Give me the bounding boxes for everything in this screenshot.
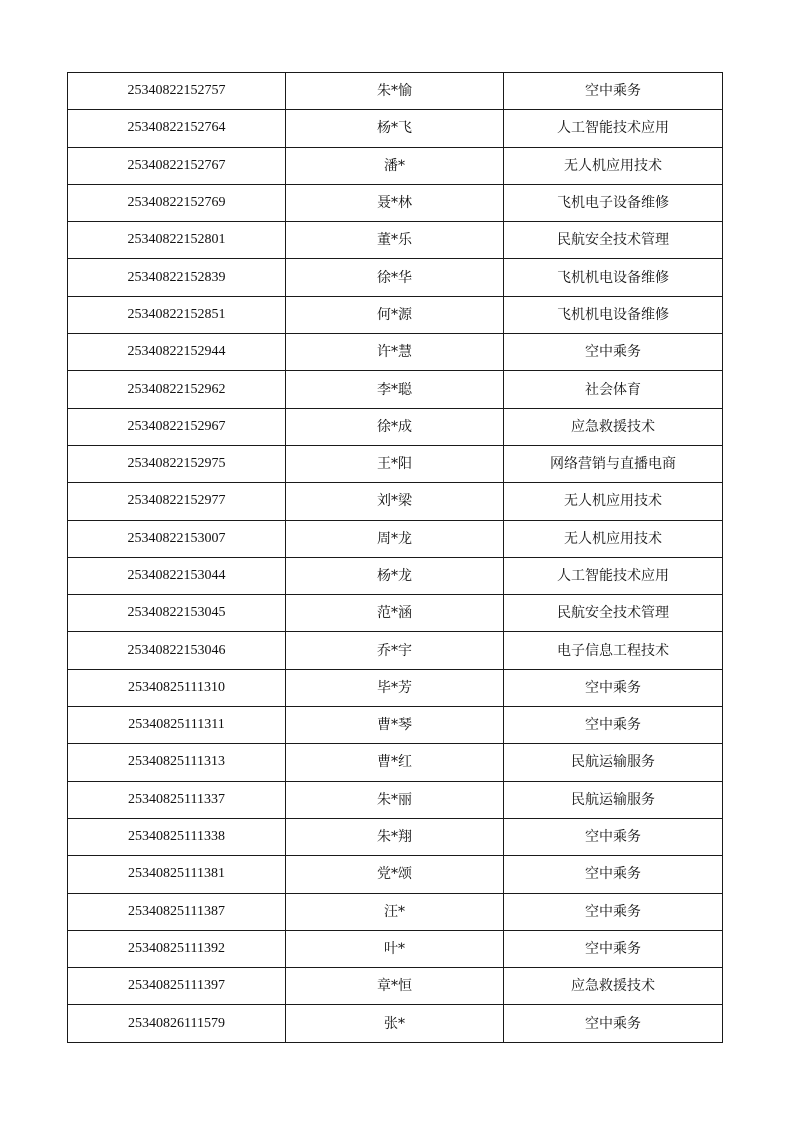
major-cell: 空中乘务 [504,669,723,706]
candidate-number-cell: 25340825111310 [68,669,286,706]
table-row [68,744,723,781]
candidate-number-cell: 25340822152977 [68,483,286,520]
candidate-number-cell: 25340822152839 [68,259,286,296]
student-name-cell: 毕*芳 [286,669,504,706]
major-cell: 空中乘务 [504,856,723,893]
candidate-number-cell: 25340825111311 [68,707,286,744]
admission-roster-table [67,72,723,1043]
table-row [68,408,723,445]
student-name-cell: 党*颂 [286,856,504,893]
table-row [68,893,723,930]
major-cell: 人工智能技术应用 [504,110,723,147]
major-cell: 飞机机电设备维修 [504,296,723,333]
student-name-cell: 章*恒 [286,968,504,1005]
candidate-number-cell: 25340822153007 [68,520,286,557]
student-name-cell: 曹*琴 [286,707,504,744]
document-page [67,72,719,1043]
student-name-cell: 刘*梁 [286,483,504,520]
student-name-cell: 许*慧 [286,334,504,371]
candidate-number-cell: 25340822152764 [68,110,286,147]
major-cell: 应急救援技术 [504,408,723,445]
table-row [68,222,723,259]
candidate-number-cell: 25340825111387 [68,893,286,930]
table-row [68,334,723,371]
student-name-cell: 徐*成 [286,408,504,445]
student-name-cell: 朱*丽 [286,781,504,818]
student-name-cell: 曹*红 [286,744,504,781]
major-cell: 无人机应用技术 [504,483,723,520]
student-name-cell: 杨*飞 [286,110,504,147]
candidate-number-cell: 25340822152757 [68,73,286,110]
candidate-number-cell: 25340822152962 [68,371,286,408]
student-name-cell: 张* [286,1005,504,1042]
candidate-number-cell: 25340822152851 [68,296,286,333]
table-row [68,968,723,1005]
candidate-number-cell: 25340826111579 [68,1005,286,1042]
student-name-cell: 潘* [286,147,504,184]
major-cell: 电子信息工程技术 [504,632,723,669]
major-cell: 空中乘务 [504,893,723,930]
candidate-number-cell: 25340822153046 [68,632,286,669]
candidate-number-cell: 25340825111313 [68,744,286,781]
table-row [68,520,723,557]
table-row [68,781,723,818]
table-row [68,147,723,184]
candidate-number-cell: 25340822152944 [68,334,286,371]
student-name-cell: 周*龙 [286,520,504,557]
candidate-number-cell: 25340825111337 [68,781,286,818]
major-cell: 飞机电子设备维修 [504,184,723,221]
major-cell: 空中乘务 [504,930,723,967]
student-name-cell: 范*涵 [286,595,504,632]
candidate-number-cell: 25340825111392 [68,930,286,967]
candidate-number-cell: 25340825111381 [68,856,286,893]
candidate-number-cell: 25340825111338 [68,818,286,855]
major-cell: 网络营销与直播电商 [504,445,723,482]
major-cell: 空中乘务 [504,73,723,110]
major-cell: 民航安全技术管理 [504,222,723,259]
major-cell: 空中乘务 [504,1005,723,1042]
table-row [68,259,723,296]
table-row [68,818,723,855]
table-row [68,1005,723,1042]
candidate-number-cell: 25340822153045 [68,595,286,632]
student-name-cell: 朱*翔 [286,818,504,855]
student-name-cell: 朱*愉 [286,73,504,110]
student-name-cell: 聂*林 [286,184,504,221]
student-name-cell: 董*乐 [286,222,504,259]
major-cell: 民航运输服务 [504,744,723,781]
table-row [68,371,723,408]
student-name-cell: 汪* [286,893,504,930]
major-cell: 飞机机电设备维修 [504,259,723,296]
table-row [68,445,723,482]
candidate-number-cell: 25340822152967 [68,408,286,445]
major-cell: 人工智能技术应用 [504,557,723,594]
major-cell: 应急救援技术 [504,968,723,1005]
table-row [68,296,723,333]
table-row [68,73,723,110]
major-cell: 无人机应用技术 [504,520,723,557]
candidate-number-cell: 25340822152801 [68,222,286,259]
student-name-cell: 王*阳 [286,445,504,482]
student-name-cell: 杨*龙 [286,557,504,594]
student-name-cell: 叶* [286,930,504,967]
student-name-cell: 李*聪 [286,371,504,408]
major-cell: 民航安全技术管理 [504,595,723,632]
major-cell: 民航运输服务 [504,781,723,818]
table-row [68,110,723,147]
major-cell: 空中乘务 [504,334,723,371]
table-row [68,856,723,893]
table-row [68,707,723,744]
candidate-number-cell: 25340822153044 [68,557,286,594]
student-name-cell: 乔*宇 [286,632,504,669]
candidate-number-cell: 25340822152769 [68,184,286,221]
table-row [68,557,723,594]
candidate-number-cell: 25340825111397 [68,968,286,1005]
major-cell: 社会体育 [504,371,723,408]
student-name-cell: 徐*华 [286,259,504,296]
candidate-number-cell: 25340822152975 [68,445,286,482]
major-cell: 空中乘务 [504,707,723,744]
candidate-number-cell: 25340822152767 [68,147,286,184]
table-row [68,632,723,669]
major-cell: 空中乘务 [504,818,723,855]
major-cell: 无人机应用技术 [504,147,723,184]
roster-table-body [68,73,723,1043]
table-row [68,184,723,221]
table-row [68,669,723,706]
student-name-cell: 何*源 [286,296,504,333]
table-row [68,483,723,520]
table-row [68,930,723,967]
table-row [68,595,723,632]
